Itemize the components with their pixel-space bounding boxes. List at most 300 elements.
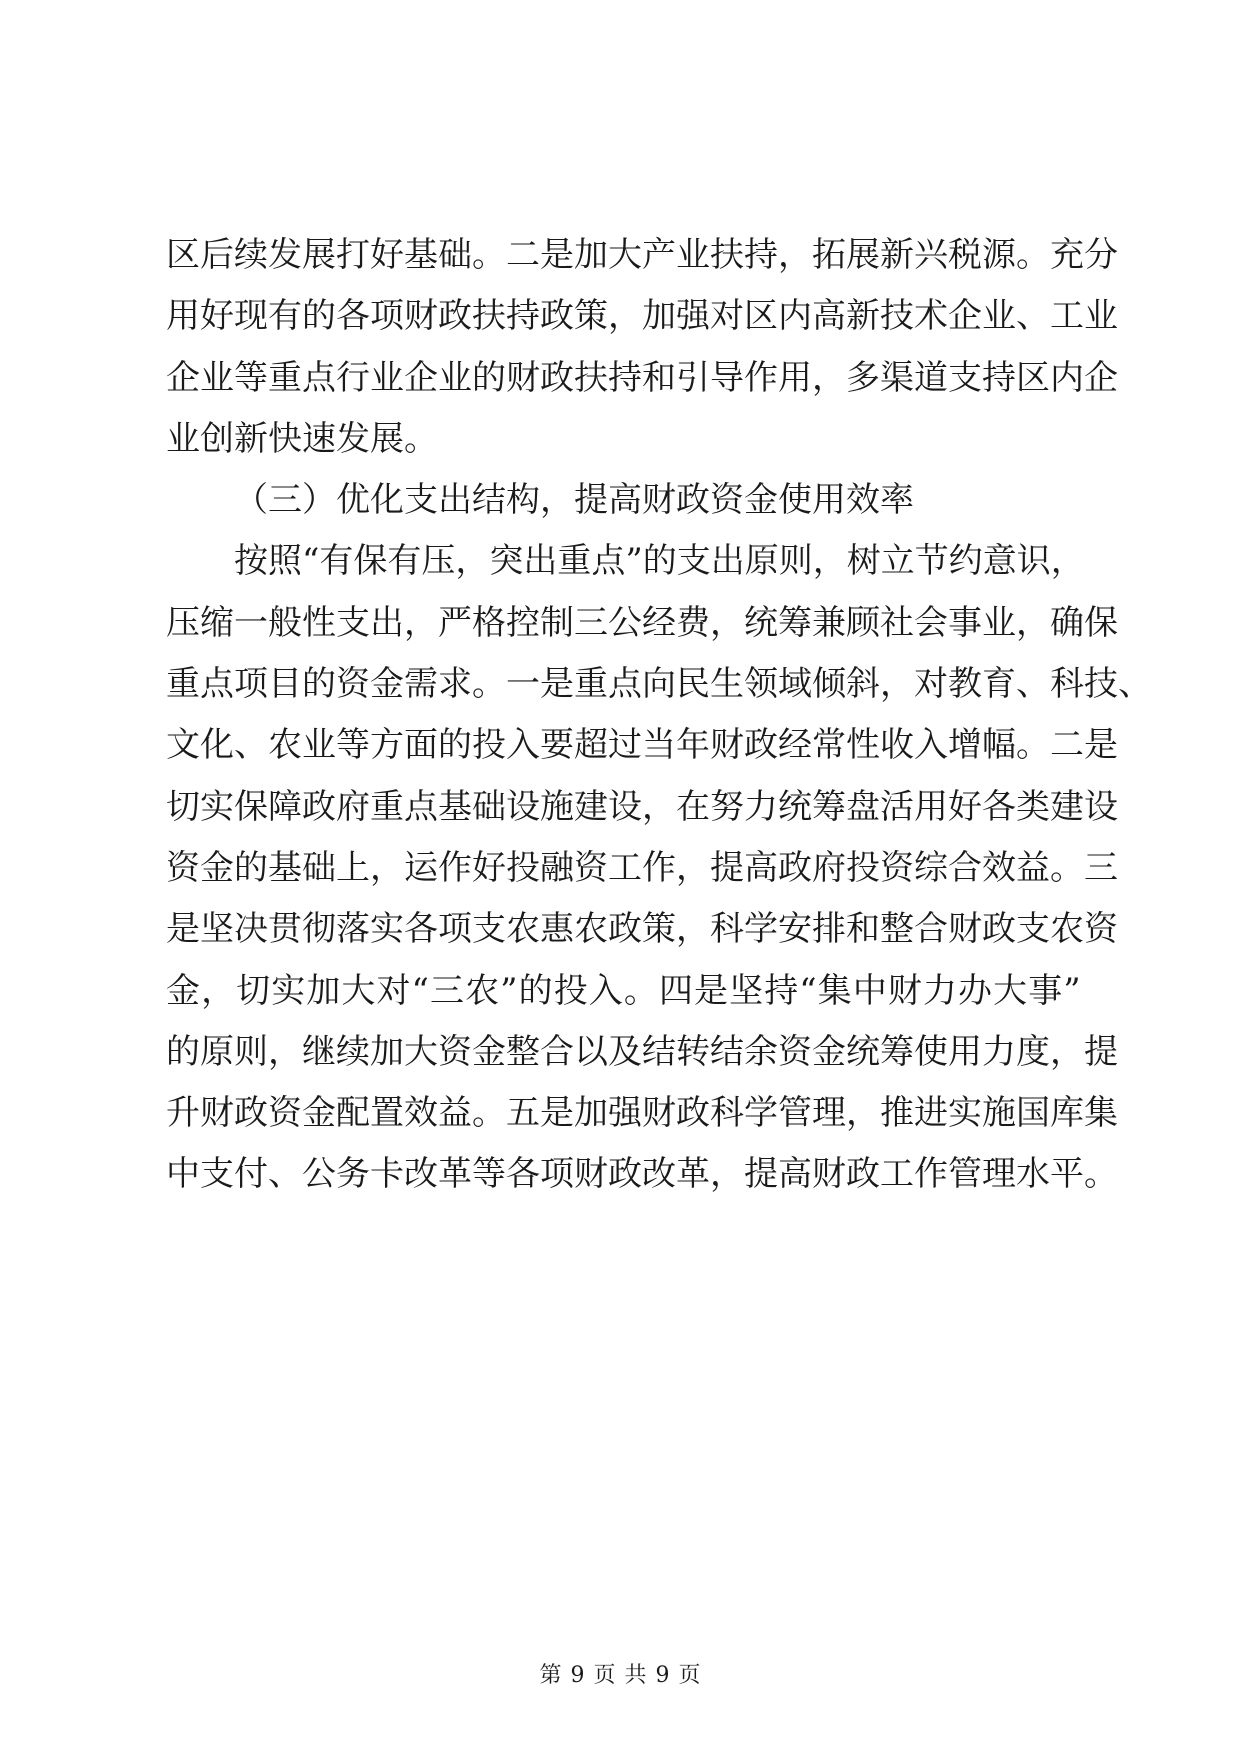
glyph: 财 [948, 909, 982, 950]
glyph: 政 [982, 909, 1016, 950]
glyph: 区 [166, 235, 200, 275]
glyph: 础 [472, 786, 506, 827]
glyph: 学 [744, 1093, 778, 1134]
glyph: 业 [676, 235, 710, 275]
glyph: 财 [404, 296, 438, 337]
glyph: 基 [268, 847, 302, 888]
glyph: 扶 [710, 235, 744, 275]
glyph: 。 [1016, 725, 1050, 766]
glyph: 筹 [778, 602, 812, 643]
glyph: 三 [1084, 847, 1118, 888]
glyph: 益 [1016, 847, 1050, 888]
glyph: 后 [200, 235, 234, 275]
glyph: 区 [1016, 357, 1050, 398]
glyph: 整 [506, 1031, 540, 1072]
glyph: 行 [336, 357, 370, 398]
glyph: 作 [438, 847, 472, 888]
glyph: 筹 [880, 1031, 914, 1072]
glyph: 农 [506, 909, 540, 950]
glyph: 建 [574, 786, 608, 827]
glyph: 用 [778, 357, 812, 398]
glyph: 排 [812, 909, 846, 950]
glyph: 持 [506, 296, 540, 337]
glyph: 设 [608, 786, 642, 827]
glyph: 和 [846, 909, 880, 950]
glyph: 经 [778, 725, 812, 766]
glyph: 工 [880, 1154, 914, 1195]
glyph: 办 [958, 970, 993, 1011]
glyph: 一 [506, 664, 540, 705]
glyph: 。 [1050, 847, 1084, 888]
glyph: 好 [948, 786, 982, 827]
glyph: 作 [642, 847, 676, 888]
glyph: 多 [846, 357, 880, 398]
glyph: 切 [166, 786, 200, 827]
text-line [166, 593, 1118, 654]
glyph: 大 [608, 235, 642, 275]
glyph: 幅 [982, 725, 1016, 766]
glyph: 资 [336, 664, 370, 705]
glyph: 工 [608, 847, 642, 888]
glyph: 各 [336, 296, 370, 337]
glyph: 彻 [302, 909, 336, 950]
glyph: 落 [336, 909, 370, 950]
glyph: 支 [200, 1154, 234, 1195]
glyph: 筹 [812, 786, 846, 827]
glyph: 政 [608, 909, 642, 950]
glyph: ” [500, 970, 518, 1011]
glyph: ， [778, 235, 812, 275]
glyph: 政 [608, 1154, 642, 1195]
glyph: 打 [336, 235, 370, 275]
glyph: 项 [234, 664, 268, 705]
glyph: 企 [1084, 357, 1118, 398]
glyph: 实 [370, 909, 404, 950]
glyph: 企 [166, 357, 200, 398]
text-line [166, 715, 1118, 776]
glyph: 投 [846, 847, 880, 888]
glyph: 策 [574, 296, 608, 337]
glyph: 重 [574, 664, 608, 705]
glyph: 金 [166, 970, 200, 1011]
glyph: 财 [887, 970, 922, 1011]
glyph: 、 [268, 1154, 302, 1195]
glyph: 升 [166, 1093, 200, 1134]
glyph: 卡 [370, 1154, 404, 1195]
glyph: 效 [982, 847, 1016, 888]
glyph: 合 [914, 909, 948, 950]
glyph: 各 [506, 1154, 540, 1195]
glyph: 中 [166, 1154, 200, 1195]
glyph: 科 [1050, 664, 1084, 705]
glyph: 保 [1084, 602, 1118, 643]
glyph: 政 [676, 1093, 710, 1134]
glyph: 作 [914, 1154, 948, 1195]
glyph: 企 [948, 296, 982, 337]
glyph: 则 [234, 1031, 268, 1072]
glyph: 推 [880, 1093, 914, 1134]
text-line [166, 654, 1152, 715]
glyph: 兼 [812, 602, 846, 643]
glyph: 公 [608, 602, 642, 643]
glyph: 控 [506, 602, 540, 643]
glyph: 入 [914, 725, 948, 766]
glyph: 力 [744, 786, 778, 827]
glyph: 类 [1016, 786, 1050, 827]
glyph: 合 [948, 847, 982, 888]
glyph: 平 [1050, 1154, 1084, 1195]
glyph: 点 [404, 786, 438, 827]
glyph: 充 [1050, 235, 1084, 275]
glyph: 内 [778, 296, 812, 337]
glyph: 。 [1016, 235, 1050, 275]
text-line [166, 961, 1081, 1022]
glyph: 重 [370, 786, 404, 827]
glyph: 集 [1084, 1093, 1118, 1134]
glyph: 投 [472, 725, 506, 766]
glyph: 支 [948, 357, 982, 398]
glyph: 政 [234, 1093, 268, 1134]
glyph: 事 [948, 602, 982, 643]
glyph: 改 [404, 1154, 438, 1195]
glyph: 是 [166, 909, 200, 950]
glyph: 上 [336, 847, 370, 888]
glyph: 压 [166, 602, 200, 643]
glyph: 业 [200, 357, 234, 398]
glyph: 的 [302, 296, 336, 337]
glyph: 入 [506, 725, 540, 766]
section-heading: （三）优化支出结构，提高财政资金使用效率 [234, 480, 914, 521]
page-number-footer: 第 9 页 共 9 页 [539, 1663, 702, 1688]
glyph: 统 [846, 1031, 880, 1072]
glyph: 转 [676, 1031, 710, 1072]
glyph: 基 [404, 235, 438, 275]
glyph: 的 [518, 970, 553, 1011]
glyph: 扶 [574, 357, 608, 398]
glyph: 展 [846, 235, 880, 275]
glyph: 入 [588, 970, 623, 1011]
glyph: 持 [744, 235, 778, 275]
glyph: 革 [676, 1154, 710, 1195]
glyph: ， [710, 1154, 744, 1195]
glyph: 兴 [914, 235, 948, 275]
glyph: 切 [236, 970, 271, 1011]
glyph: 社 [880, 602, 914, 643]
glyph: 财 [642, 1093, 676, 1134]
text-line [166, 777, 1118, 838]
glyph: 配 [336, 1093, 370, 1134]
glyph: 面 [404, 725, 438, 766]
glyph: 二 [506, 235, 540, 275]
glyph: 继 [302, 1031, 336, 1072]
glyph: 大 [993, 970, 1028, 1011]
glyph: 对 [914, 664, 948, 705]
glyph: 。 [472, 664, 506, 705]
glyph: 会 [914, 602, 948, 643]
glyph: 缩 [200, 602, 234, 643]
glyph: 续 [336, 1031, 370, 1072]
glyph: 加 [306, 970, 341, 1011]
glyph: 政 [778, 847, 812, 888]
glyph: 产 [642, 235, 676, 275]
glyph: 坚 [200, 909, 234, 950]
glyph: 等 [234, 357, 268, 398]
glyph: 确 [1050, 602, 1084, 643]
glyph: 重 [268, 357, 302, 398]
glyph: 业 [982, 602, 1016, 643]
glyph: 惠 [540, 909, 574, 950]
glyph: 政 [438, 296, 472, 337]
glyph: 斜 [846, 664, 880, 705]
glyph: 在 [676, 786, 710, 827]
glyph: ， [676, 847, 710, 888]
glyph: 政 [846, 1154, 880, 1195]
glyph: 、 [1118, 664, 1152, 705]
glyph: 府 [812, 847, 846, 888]
glyph: 以 [574, 1031, 608, 1072]
glyph: 政 [302, 786, 336, 827]
glyph: 业 [302, 725, 336, 766]
glyph: 大 [404, 1031, 438, 1072]
glyph: ， [370, 847, 404, 888]
glyph: 实 [948, 1093, 982, 1134]
glyph: 府 [336, 786, 370, 827]
glyph: 投 [506, 847, 540, 888]
glyph: 引 [676, 357, 710, 398]
glyph: 好 [370, 235, 404, 275]
glyph: 力 [982, 1031, 1016, 1072]
text-line [166, 1144, 1118, 1205]
text-line [166, 1083, 1118, 1144]
glyph: 性 [846, 725, 880, 766]
glyph: 持 [764, 970, 799, 1011]
text-line [166, 225, 1118, 286]
glyph: 顾 [846, 602, 880, 643]
glyph: ， [676, 909, 710, 950]
glyph: 改 [642, 1154, 676, 1195]
glyph: 施 [540, 786, 574, 827]
glyph: 的 [166, 1031, 200, 1072]
glyph: 、 [234, 725, 268, 766]
glyph: 是 [694, 970, 729, 1011]
glyph: 新 [846, 296, 880, 337]
glyph: 强 [608, 1093, 642, 1134]
glyph: 文 [166, 725, 200, 766]
glyph: 是 [1084, 725, 1118, 766]
glyph: ” [1063, 970, 1081, 1011]
glyph: 导 [710, 357, 744, 398]
glyph: 盘 [846, 786, 880, 827]
glyph: 综 [914, 847, 948, 888]
paragraph-first-line: 按照“有保有压，突出重点”的支出原则，树立节约意识， [234, 541, 1085, 582]
glyph: 业 [1084, 296, 1118, 337]
glyph: 整 [880, 909, 914, 950]
glyph: 域 [778, 664, 812, 705]
glyph: 费 [676, 602, 710, 643]
glyph: 结 [642, 1031, 676, 1072]
glyph: 实 [271, 970, 306, 1011]
glyph: 强 [676, 296, 710, 337]
glyph: 一 [234, 602, 268, 643]
glyph: 项 [370, 296, 404, 337]
glyph: 政 [744, 725, 778, 766]
glyph: 公 [302, 1154, 336, 1195]
glyph: 税 [948, 235, 982, 275]
glyph: 资 [166, 847, 200, 888]
glyph: 用 [914, 786, 948, 827]
glyph: ， [1016, 602, 1050, 643]
glyph: 支 [1016, 909, 1050, 950]
glyph: 教 [948, 664, 982, 705]
glyph: 策 [642, 909, 676, 950]
glyph: 持 [982, 357, 1016, 398]
glyph: “ [411, 970, 429, 1011]
glyph: 现 [234, 296, 268, 337]
glyph: 工 [1050, 296, 1084, 337]
glyph: 财 [812, 1154, 846, 1195]
glyph: ， [201, 970, 236, 1011]
glyph: 础 [302, 847, 336, 888]
glyph: 支 [336, 602, 370, 643]
text-line [166, 1022, 1118, 1083]
glyph: 领 [744, 664, 778, 705]
glyph: 业 [370, 357, 404, 398]
glyph: ， [642, 786, 676, 827]
glyph: 资 [880, 847, 914, 888]
glyph: 资 [574, 847, 608, 888]
glyph: 提 [1084, 1031, 1118, 1072]
glyph: 施 [982, 1093, 1016, 1134]
glyph: 金 [370, 664, 404, 705]
glyph: 对 [376, 970, 411, 1011]
glyph: 当 [642, 725, 676, 766]
glyph: 分 [1084, 235, 1118, 275]
glyph: 是 [540, 235, 574, 275]
glyph: 决 [234, 909, 268, 950]
glyph: 。 [472, 235, 506, 275]
glyph: 点 [200, 664, 234, 705]
glyph: 障 [268, 786, 302, 827]
glyph: 渠 [880, 357, 914, 398]
glyph: 结 [710, 1031, 744, 1072]
glyph: 努 [710, 786, 744, 827]
glyph: 保 [234, 786, 268, 827]
glyph: 点 [608, 664, 642, 705]
glyph: 制 [540, 602, 574, 643]
glyph: 是 [540, 664, 574, 705]
glyph: 倾 [812, 664, 846, 705]
glyph: 余 [744, 1031, 778, 1072]
glyph: 。 [1084, 1154, 1118, 1195]
glyph: 农 [1050, 909, 1084, 950]
glyph: 三 [574, 602, 608, 643]
glyph: 水 [1016, 1154, 1050, 1195]
glyph: 点 [302, 357, 336, 398]
glyph: 高 [744, 847, 778, 888]
glyph: 增 [948, 725, 982, 766]
glyph: 内 [1050, 357, 1084, 398]
glyph: 实 [200, 786, 234, 827]
glyph: 业 [982, 296, 1016, 337]
glyph: 金 [302, 1093, 336, 1134]
glyph: 力 [922, 970, 957, 1011]
glyph: 收 [880, 725, 914, 766]
glyph: 格 [472, 602, 506, 643]
glyph: 财 [506, 357, 540, 398]
glyph: 各 [982, 786, 1016, 827]
text-line: 业创新快速发展。 [166, 418, 438, 459]
glyph: ， [846, 1093, 880, 1134]
glyph: 的 [472, 357, 506, 398]
glyph: 统 [778, 786, 812, 827]
glyph: 术 [914, 296, 948, 337]
glyph: 管 [948, 1154, 982, 1195]
glyph: 用 [166, 296, 200, 337]
glyph: 和 [642, 357, 676, 398]
glyph: 资 [778, 1031, 812, 1072]
glyph: 资 [1084, 909, 1118, 950]
glyph: 进 [914, 1093, 948, 1134]
glyph: 等 [472, 1154, 506, 1195]
glyph: 区 [744, 296, 778, 337]
glyph: 使 [914, 1031, 948, 1072]
glyph: 三 [430, 970, 465, 1011]
glyph: 金 [812, 1031, 846, 1072]
glyph: 事 [1028, 970, 1063, 1011]
glyph: 是 [540, 1093, 574, 1134]
glyph: 项 [438, 909, 472, 950]
glyph: 民 [676, 664, 710, 705]
document-body [166, 225, 1152, 1206]
glyph: 好 [200, 296, 234, 337]
glyph: 新 [880, 235, 914, 275]
glyph: 提 [744, 1154, 778, 1195]
glyph: 政 [540, 296, 574, 337]
glyph: 向 [642, 664, 676, 705]
glyph: 合 [540, 1031, 574, 1072]
text-line [166, 899, 1118, 960]
glyph: 超 [574, 725, 608, 766]
glyph: 要 [540, 725, 574, 766]
glyph: 国 [1016, 1093, 1050, 1134]
glyph: 用 [948, 1031, 982, 1072]
glyph: 方 [370, 725, 404, 766]
glyph: 年 [676, 725, 710, 766]
glyph: 加 [370, 1031, 404, 1072]
glyph: ， [710, 602, 744, 643]
glyph: 二 [1050, 725, 1084, 766]
glyph: 等 [336, 725, 370, 766]
glyph: 求 [438, 664, 472, 705]
glyph: 四 [658, 970, 693, 1011]
glyph: 农 [465, 970, 500, 1011]
glyph: 好 [472, 847, 506, 888]
glyph: 的 [234, 847, 268, 888]
glyph: 经 [642, 602, 676, 643]
glyph: 安 [778, 909, 812, 950]
glyph: 扶 [472, 296, 506, 337]
glyph: 企 [404, 357, 438, 398]
glyph: 务 [336, 1154, 370, 1195]
glyph: 目 [268, 664, 302, 705]
glyph: 业 [438, 357, 472, 398]
glyph: 常 [812, 725, 846, 766]
glyph: 管 [778, 1093, 812, 1134]
glyph: 、 [1016, 296, 1050, 337]
glyph: 基 [438, 786, 472, 827]
glyph: 各 [404, 909, 438, 950]
glyph: 支 [472, 909, 506, 950]
